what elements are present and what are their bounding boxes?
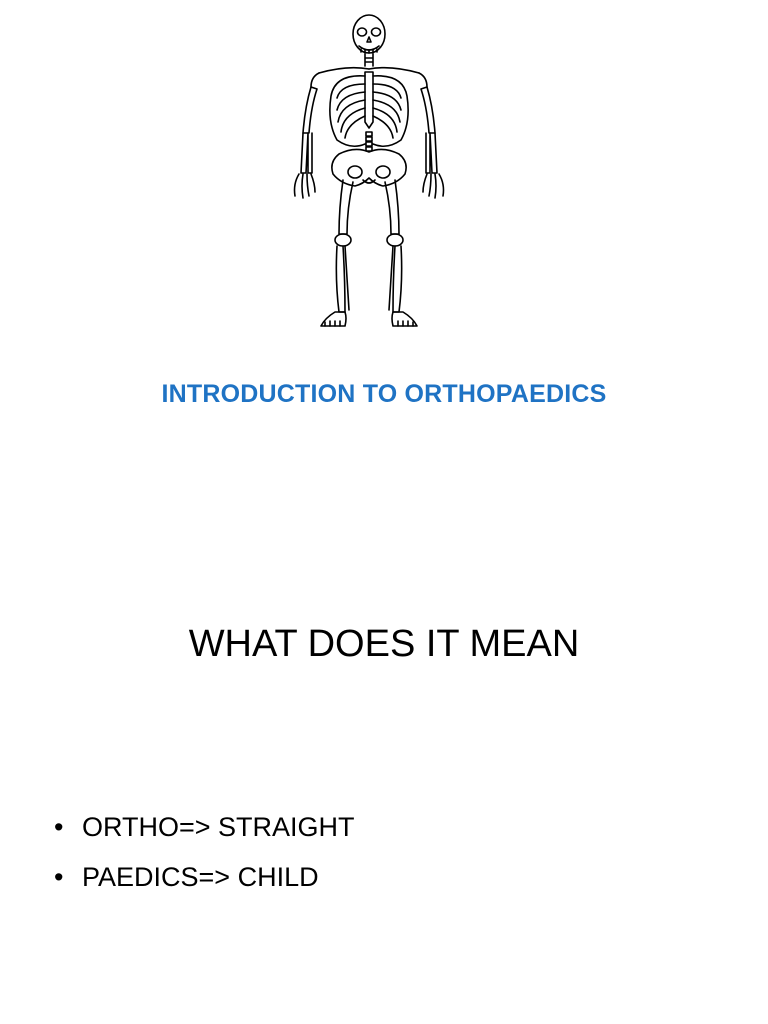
bullet-marker: • (54, 862, 64, 892)
bullet-item (54, 862, 355, 912)
skeleton-illustration (285, 14, 455, 334)
slide-subtitle: WHAT DOES IT MEAN (188, 623, 580, 665)
slide-title: INTRODUCTION TO ORTHOPAEDICS (161, 380, 607, 408)
bullet-text: PAEDICS=> CHILD (82, 862, 319, 892)
bullet-text: ORTHO=> STRAIGHT (82, 812, 355, 842)
bullet-marker: • (54, 812, 64, 842)
bullet-list (54, 812, 355, 912)
bullet-item (54, 812, 355, 862)
